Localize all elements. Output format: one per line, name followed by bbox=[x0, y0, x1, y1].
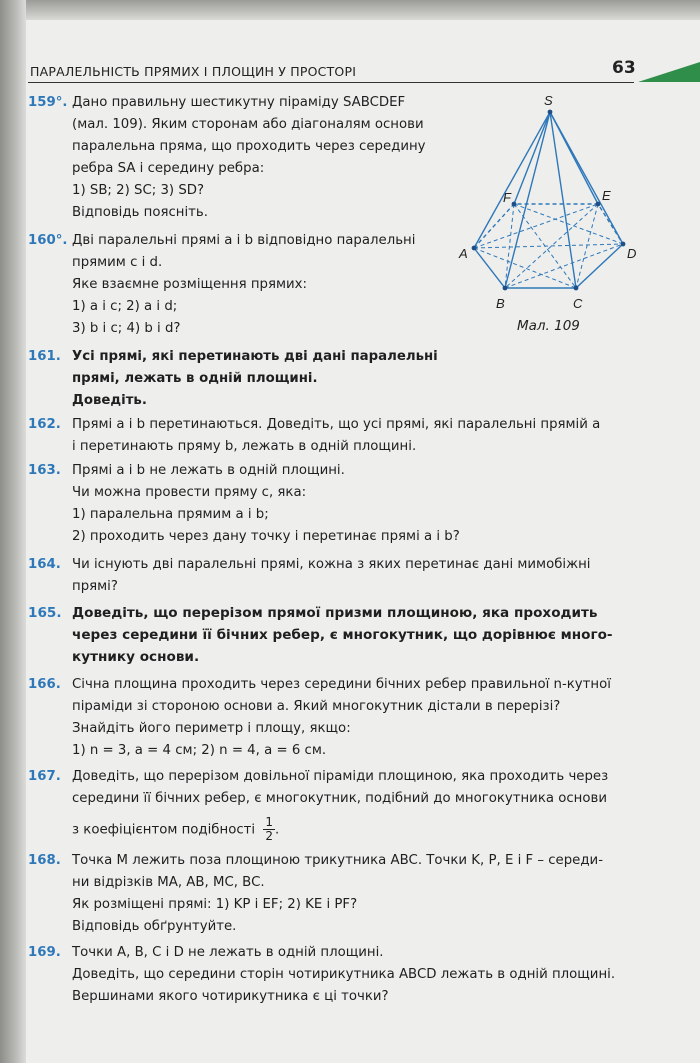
problem-number: 169. bbox=[28, 945, 61, 960]
problem-text: прямим c і d. bbox=[72, 255, 163, 270]
figure-caption: Мал. 109 bbox=[517, 318, 580, 334]
problem-text: Прямі a і b перетинаються. Доведіть, що усі прямі, які паралельні прямій a bbox=[72, 417, 601, 432]
problem-text: Дві паралельні прямі a і b відповідно паралельні bbox=[72, 233, 416, 248]
problem-164 bbox=[28, 554, 590, 598]
problem-number: 165. bbox=[28, 605, 62, 621]
base-diagonals bbox=[474, 204, 623, 288]
problem-text: Як розміщені прямі: 1) KP і EF; 2) KE і PF? bbox=[72, 897, 358, 912]
problem-text: Чи існують дві паралельні прямі, кожна з яких перетинає дані мимобіжні bbox=[72, 557, 591, 572]
problem-text: Відповідь поясніть. bbox=[72, 205, 208, 220]
problem-text: Яке взаємне розміщення прямих: bbox=[72, 277, 308, 292]
problem-number: 159°. bbox=[28, 95, 68, 110]
problem-text: Січна площина проходить через середини бічних ребер правильної n-кутної bbox=[72, 677, 611, 692]
problem-text: Вершинами якого чотирикутника є ці точки? bbox=[72, 989, 389, 1004]
header-accent-bar bbox=[638, 62, 700, 82]
problem-text: середини її бічних ребер, є многокутник, подібний до многокутника основи bbox=[72, 791, 607, 806]
problem-text: кутнику основи. bbox=[72, 649, 200, 665]
vertex-label-C: C bbox=[573, 296, 583, 311]
problem-159 bbox=[28, 92, 426, 224]
page-binding-shadow bbox=[0, 0, 26, 1063]
problem-text: Знайдіть його периметр і площу, якщо: bbox=[72, 721, 351, 736]
problem-162 bbox=[28, 414, 600, 458]
chapter-title: ПАРАЛЕЛЬНІСТЬ ПРЯМИХ І ПЛОЩИН У ПРОСТОРІ bbox=[30, 64, 357, 79]
problem-166 bbox=[28, 674, 611, 762]
problem-text: піраміди зі стороною основи a. Який многокутник дістали в перерізі? bbox=[72, 699, 561, 714]
vertex-label-S: S bbox=[544, 93, 553, 108]
fraction-denominator: 2 bbox=[265, 829, 273, 843]
edge-SB bbox=[505, 112, 550, 288]
problem-text: 1) n = 3, a = 4 см; 2) n = 4, a = 6 см. bbox=[72, 743, 327, 758]
problem-text: 1) a і c; 2) a і d; bbox=[72, 299, 178, 314]
page-top-shadow bbox=[0, 0, 700, 20]
fraction-numerator: 1 bbox=[265, 815, 273, 829]
pyramid-figure bbox=[458, 92, 638, 342]
problem-number: 162. bbox=[28, 417, 61, 432]
fraction-tail: . bbox=[274, 822, 280, 838]
edge-SF bbox=[514, 112, 550, 204]
problem-text: Доведіть. bbox=[72, 393, 147, 408]
fraction-one-half bbox=[263, 816, 275, 843]
problem-text: Точка M лежить поза площиною трикутника ABC. Точки K, P, E і F – середи- bbox=[72, 853, 603, 868]
problem-163 bbox=[28, 460, 460, 548]
problem-168 bbox=[28, 850, 603, 938]
problem-text: і перетинають пряму b, лежать в одній площині. bbox=[72, 439, 417, 454]
problem-text: через середини її бічних ребер, є многокутник, що дорівнює много- bbox=[72, 627, 613, 643]
problem-number: 161. bbox=[28, 349, 61, 364]
problem-number: 168. bbox=[28, 853, 61, 868]
problem-number: 160°. bbox=[28, 233, 68, 248]
problem-text: паралельна пряма, що проходить через середину bbox=[72, 139, 426, 154]
vertex-label-B: B bbox=[496, 296, 505, 311]
problem-160 bbox=[28, 230, 415, 340]
problem-text: з коефіцієнтом подібності bbox=[72, 822, 256, 838]
problem-text: Доведіть, що перерізом прямої призми площиною, яка проходить bbox=[72, 605, 598, 621]
problem-text: прямі? bbox=[72, 579, 118, 594]
problem-text: Точки A, B, C і D не лежать в одній площині. bbox=[72, 945, 384, 960]
problem-text: прямі, лежать в одній площині. bbox=[72, 371, 318, 386]
vertex-label-A: A bbox=[459, 246, 468, 261]
vertex-label-F: F bbox=[503, 190, 511, 205]
base-hidden bbox=[474, 204, 623, 248]
problem-165 bbox=[28, 602, 613, 668]
problem-number: 163. bbox=[28, 463, 61, 478]
vertex-label-E: E bbox=[602, 188, 611, 203]
problem-167 bbox=[28, 766, 608, 844]
problem-text: ни відрізків MA, AB, MC, BC. bbox=[72, 875, 265, 890]
problem-161 bbox=[28, 346, 438, 412]
problem-text: Прямі a і b не лежать в одній площині. bbox=[72, 463, 345, 478]
problem-text: Доведіть, що середини сторін чотирикутника ABCD лежать в одній площині. bbox=[72, 967, 616, 982]
problem-text: 3) b і c; 4) b і d? bbox=[72, 321, 181, 336]
vertex-label-D: D bbox=[627, 246, 637, 261]
problem-text: 1) SB; 2) SC; 3) SD? bbox=[72, 183, 205, 198]
problem-number: 166. bbox=[28, 677, 61, 692]
problem-number: 167. bbox=[28, 769, 61, 784]
problem-169 bbox=[28, 942, 615, 1008]
problem-text: Усі прямі, які перетинають дві дані паралельні bbox=[72, 349, 438, 364]
problem-text: Чи можна провести пряму c, яка: bbox=[72, 485, 307, 500]
page-number: 63 bbox=[612, 58, 636, 78]
problem-text: Відповідь обґрунтуйте. bbox=[72, 919, 237, 934]
running-header bbox=[28, 62, 634, 83]
problem-text: ребра SA і середину ребра: bbox=[72, 161, 265, 176]
problem-text: Дано правильну шестикутну піраміду SABCDEF bbox=[72, 95, 406, 110]
problem-text: Доведіть, що перерізом довільної піраміди площиною, яка проходить через bbox=[72, 769, 609, 784]
problem-text: (мал. 109). Яким сторонам або діагоналям основи bbox=[72, 117, 424, 132]
problem-text: 2) проходить через дану точку і перетинає прямі a і b? bbox=[72, 529, 460, 544]
problem-number: 164. bbox=[28, 557, 61, 572]
edge-SA bbox=[474, 112, 550, 248]
problem-text: 1) паралельна прямим a і b; bbox=[72, 507, 269, 522]
